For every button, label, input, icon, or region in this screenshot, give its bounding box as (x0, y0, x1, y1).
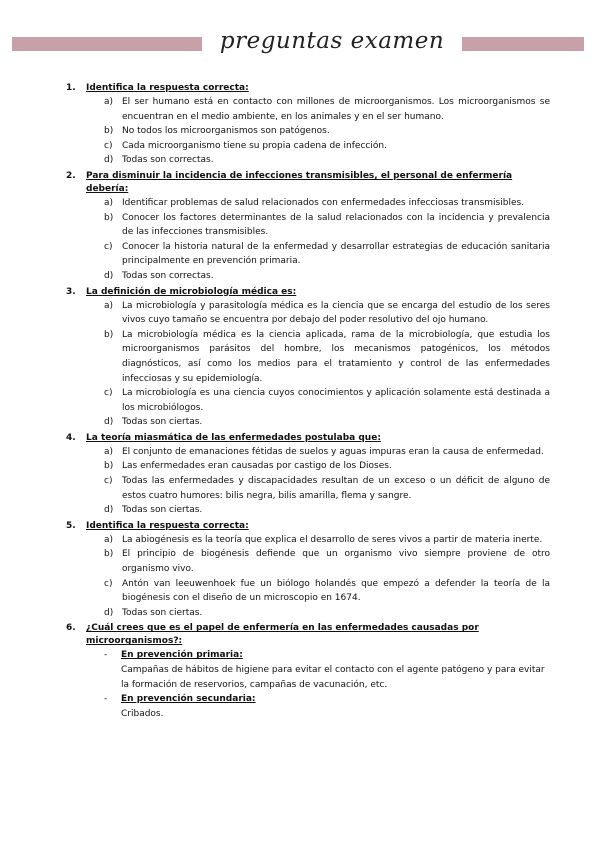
option-text: La microbiología es una ciencia cuyos conocimientos y aplicación solamente está destinada a los microbiólogos. (122, 388, 550, 413)
answer-option (0, 606, 600, 621)
option-text: No todos los microorganismos son patógenos. (122, 126, 330, 137)
question-text: Para disminuir la incidencia de infecciones transmisibles, el personal de enfermería debería: (86, 170, 513, 194)
option-letter: c) (104, 476, 113, 487)
option-text: Todas son ciertas. (122, 607, 203, 618)
prevention-body: Campañas de hábitos de higiene para evitar el contacto con el agente patógeno y para evitar la formación de reservorios, campañas de vacunación, etc. (121, 665, 545, 690)
question-3 (0, 286, 600, 430)
option-text: Antón van leeuwenhoek fue un biólogo holandés que empezó a defender la teoría de la biogénesis con el diseño de un microscopio en 1674. (122, 578, 550, 604)
option-letter: a) (104, 534, 114, 545)
question-heading (0, 520, 600, 533)
option-letter: d) (104, 155, 114, 166)
question-heading (0, 432, 600, 445)
option-letter: d) (104, 505, 114, 516)
question-text: ¿Cuál crees que es el papel de enfermería en las enfermedades causadas por microorganismos?: (86, 623, 479, 647)
question-1 (0, 82, 600, 168)
question-heading (0, 286, 600, 299)
option-letter: a) (104, 197, 114, 208)
question-4 (0, 432, 600, 518)
option-letter: b) (104, 126, 114, 137)
question-2 (0, 170, 600, 284)
option-text: Cada microorganismo tiene su propia cadena de infección. (122, 140, 387, 151)
answer-option (0, 328, 600, 386)
option-text: La microbiología médica es la ciencia aplicada, rama de la microbiología, que estudia los microorganismos parásitos del hombre, los mecanismos patogénicos, los métodos diagnósticos, así como los medios para el tratamiento y control de las enfermedades infecciosas y su epidemiología. (122, 329, 550, 384)
option-text: Las enfermedades eran causadas por castigo de los Dioses. (122, 461, 392, 472)
prevention-heading: En prevención primaria: (121, 650, 243, 661)
option-letter: c) (104, 388, 113, 399)
option-letter: b) (104, 549, 114, 560)
question-text: La teoría miasmática de las enfermedades postulaba que: (86, 432, 381, 443)
question-heading (0, 170, 600, 196)
question-number: 2. (66, 170, 76, 181)
banner-band-right (462, 37, 584, 51)
question-number: 6. (66, 623, 76, 634)
answer-option (0, 153, 600, 168)
answer-option (0, 211, 600, 240)
option-text: Identificar problemas de salud relacionados con enfermedades infecciosas transmisibles. (122, 197, 525, 208)
answer-option (0, 299, 600, 328)
answer-option (0, 503, 600, 518)
question-number: 3. (66, 286, 76, 297)
question-text: La definición de microbiología médica es: (86, 286, 297, 297)
option-letter: a) (104, 446, 114, 457)
answer-option (0, 95, 600, 124)
question-heading (0, 622, 600, 648)
question-number: 4. (66, 432, 76, 443)
answer-option (0, 386, 600, 415)
answer-option (0, 577, 600, 606)
title-banner (0, 28, 600, 56)
option-letter: d) (104, 270, 114, 281)
option-text: Conocer los factores determinantes de la salud relacionados con la incidencia y prevalencia de las infecciones transmisibles. (122, 212, 550, 238)
option-text: Todas son correctas. (122, 270, 214, 281)
option-text: Conocer la historia natural de la enfermedad y desarrollar estrategias de educación sanitaria principalmente en prevención primaria. (122, 241, 550, 267)
answer-option (0, 474, 600, 503)
answer-option (0, 547, 600, 576)
prevention-item (0, 692, 600, 721)
option-text: El principio de biogénesis defiende que un organismo vivo siempre proviene de otro organismo vivo. (122, 549, 550, 575)
option-letter: c) (104, 241, 113, 252)
prevention-heading: En prevención secundaria: (121, 694, 256, 705)
answer-option (0, 196, 600, 211)
question-text: Identifica la respuesta correcta: (86, 520, 249, 531)
option-letter: a) (104, 300, 114, 311)
option-letter: a) (104, 97, 114, 107)
option-letter: b) (104, 212, 114, 223)
answer-option (0, 415, 600, 430)
question-text: Identifica la respuesta correcta: (86, 83, 249, 93)
option-letter: b) (104, 461, 114, 472)
option-text: El conjunto de emanaciones fétidas de suelos y aguas impuras eran la causa de enfermedad. (122, 446, 544, 457)
question-heading (0, 82, 600, 95)
answer-option (0, 445, 600, 460)
dash-bullet: - (104, 650, 108, 661)
option-letter: b) (104, 329, 114, 340)
page-title: preguntas examen (219, 28, 445, 54)
question-6 (0, 622, 600, 721)
answer-option (0, 124, 600, 139)
answer-option (0, 269, 600, 284)
answer-option (0, 459, 600, 474)
option-letter: c) (104, 578, 113, 589)
question-number: 5. (66, 520, 76, 531)
banner-band-left (12, 37, 202, 51)
dash-bullet: - (104, 694, 108, 705)
option-letter: c) (104, 140, 113, 151)
option-text: Todas son ciertas. (122, 505, 203, 516)
answer-option (0, 240, 600, 269)
option-letter: d) (104, 417, 114, 428)
option-text: La microbiología y parasitología médica es la ciencia que se encarga del estudio de los seres vivos cuyo tamaño se encuentra por debajo del poder resolutivo del ojo humano. (122, 300, 550, 326)
question-list (0, 82, 600, 723)
question-number: 1. (66, 83, 76, 93)
option-letter: d) (104, 607, 114, 618)
option-text: Todas son correctas. (122, 155, 214, 166)
option-text: Todas las enfermedades y discapacidades resultan de un exceso o un déficit de alguno de estos cuatro humores: bilis negra, bilis amarilla, flema y sangre. (122, 476, 550, 501)
answer-option (0, 533, 600, 548)
option-text: La abiogénesis es la teoría que explica el desarrollo de seres vivos a partir de materia inerte. (122, 534, 543, 545)
prevention-body: Cribados. (121, 708, 164, 719)
prevention-item (0, 648, 600, 692)
option-text: El ser humano está en contacto con millones de microorganismos. Los microorganismos se encuentran en el medio ambiente, en los animales y en el ser humano. (122, 97, 550, 122)
question-5 (0, 520, 600, 621)
option-text: Todas son ciertas. (122, 417, 203, 428)
answer-option (0, 139, 600, 154)
